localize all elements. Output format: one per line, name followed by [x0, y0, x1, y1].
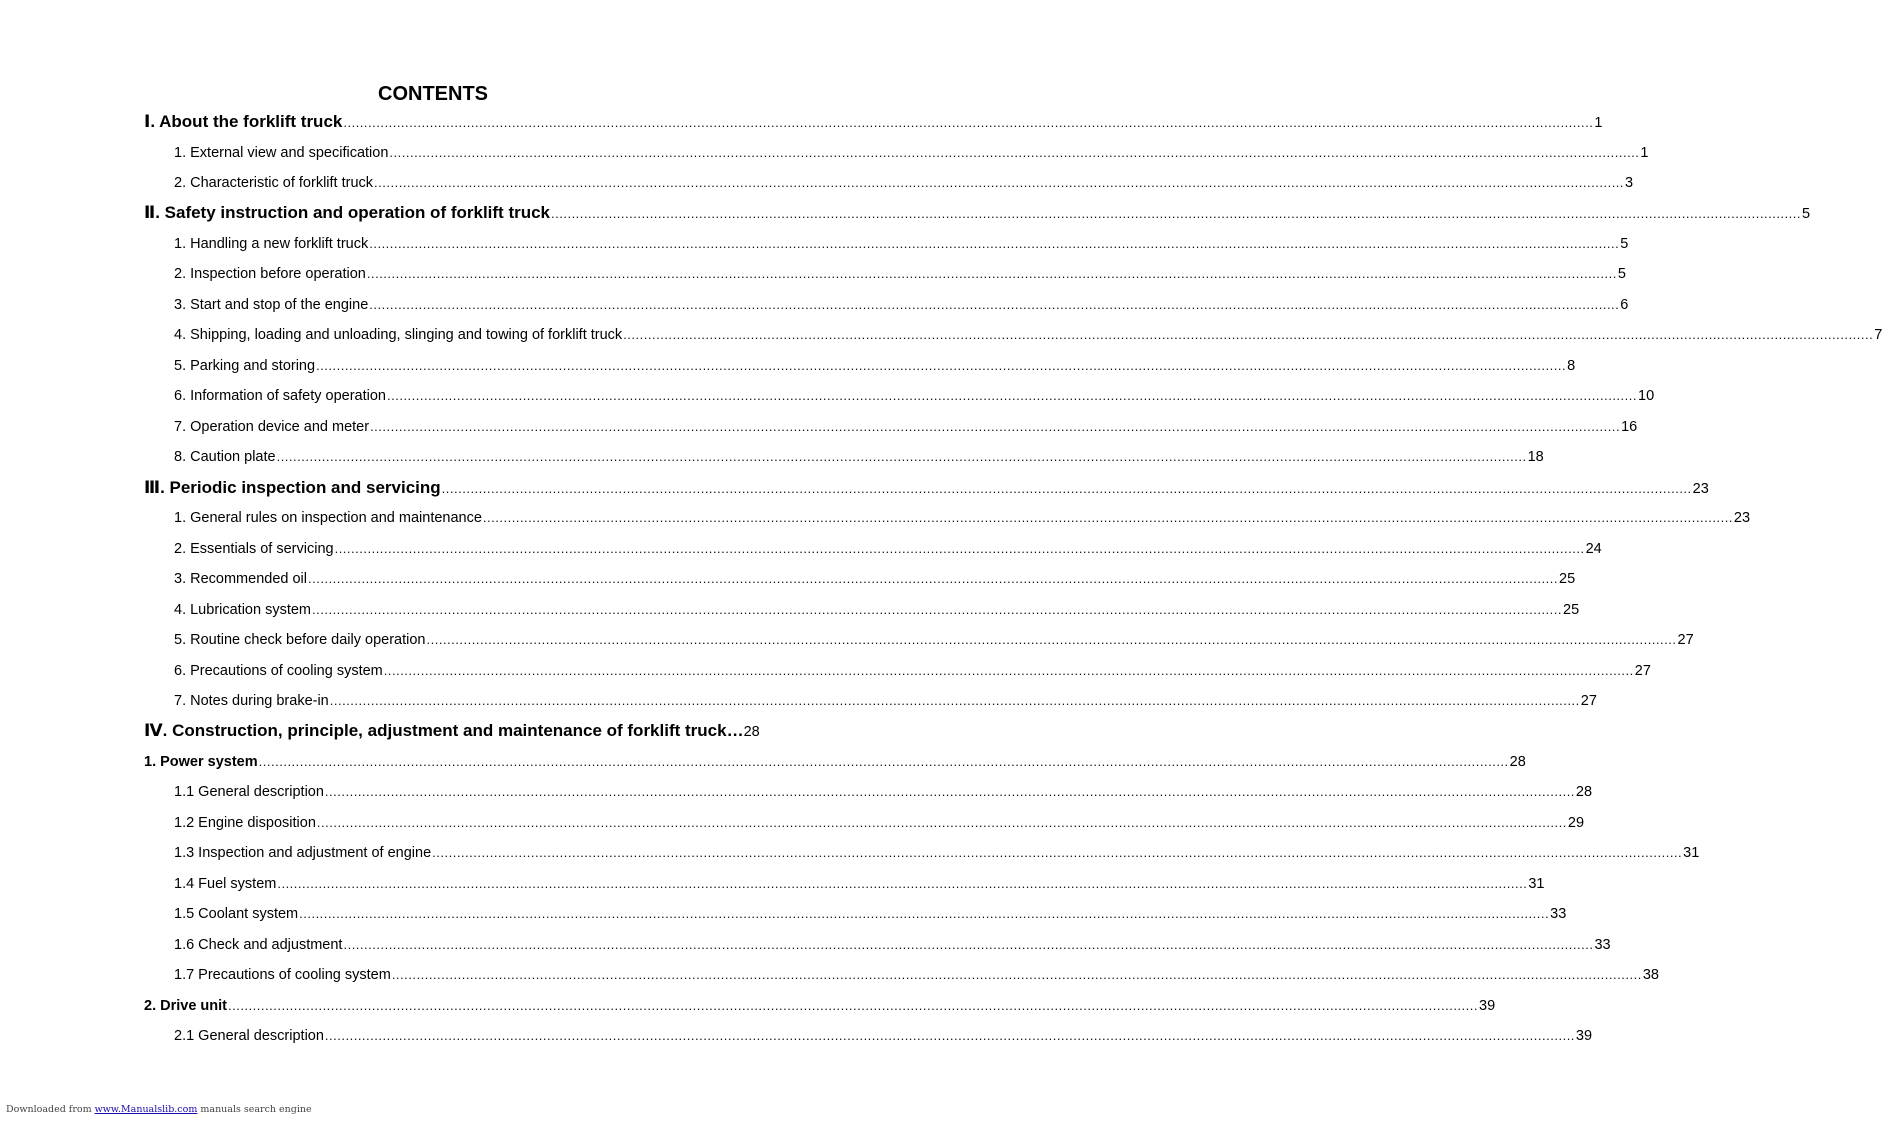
dot-leader [312, 600, 1562, 620]
dot-leader [367, 264, 1617, 284]
dot-leader [369, 234, 1619, 254]
dot-leader [374, 173, 1624, 193]
toc-entry-label: 1.1 General description [174, 784, 324, 800]
dot-leader [442, 479, 1692, 499]
toc-entry-label: 5. Routine check before daily operation [174, 632, 426, 648]
dot-leader [308, 569, 1558, 589]
toc-entry[interactable] [174, 234, 1629, 254]
toc-entry-page: 27 [1580, 693, 1597, 709]
dot-leader [387, 386, 1637, 406]
toc-entry-page: 31 [1683, 845, 1700, 861]
toc-entry[interactable] [174, 661, 1651, 681]
toc-entry[interactable] [174, 691, 1597, 711]
toc-entry-page: 1 [1594, 115, 1603, 131]
toc-entry-page: 10 [1638, 388, 1655, 404]
toc-entry-page: 25 [1563, 602, 1580, 618]
dot-leader [427, 630, 1677, 650]
toc-entry-label: 1.4 Fuel system [174, 876, 277, 892]
toc-entry[interactable] [174, 173, 1634, 193]
toc-entry-label: 6. Precautions of cooling system [174, 663, 383, 679]
toc-entry-label: 5. Parking and storing [174, 358, 316, 374]
toc-entry-page: 6 [1620, 297, 1629, 313]
toc-entry-label: 6. Information of safety operation [174, 388, 386, 404]
toc-entry-label: 7. Operation device and meter [174, 419, 370, 435]
dot-leader [335, 539, 1585, 559]
toc-entry-page: 5 [1620, 236, 1629, 252]
toc-entry[interactable] [174, 539, 1602, 559]
toc-entry-label: 3. Start and stop of the engine [174, 297, 369, 313]
toc-entry-page: 28 [743, 724, 760, 740]
dot-leader [483, 508, 1733, 528]
toc-entry[interactable] [144, 478, 1709, 499]
toc-entry[interactable] [174, 600, 1580, 620]
dot-leader [325, 782, 1575, 802]
dot-leader [259, 752, 1509, 772]
toc-entry-label: 4. Shipping, loading and unloading, slinging and towing of forklift truck [174, 327, 623, 343]
toc-entry-label: 4. Lubrication system [174, 602, 312, 618]
toc-entry-page: 28 [1575, 784, 1593, 800]
dot-leader [392, 965, 1642, 985]
toc-entry-label: 2. Essentials of servicing [174, 541, 334, 557]
dot-leader [389, 143, 1639, 163]
toc-entry-page: 33 [1594, 937, 1611, 953]
toc-entry-page: 27 [1634, 663, 1651, 679]
dot-leader [228, 996, 1478, 1016]
toc-entry-label: 7. Notes during brake-in [174, 693, 329, 709]
toc-entry[interactable] [144, 752, 1526, 772]
toc-entry-label: 1.2 Engine disposition [174, 815, 316, 831]
toc-entry[interactable] [174, 447, 1544, 467]
toc-entry-page: 31 [1528, 876, 1545, 892]
toc-entry[interactable] [174, 264, 1626, 284]
toc-entry-page: 39 [1479, 998, 1496, 1014]
toc-entry[interactable] [174, 1026, 1593, 1046]
toc-entry-label: 1.3 Inspection and adjustment of engine [174, 845, 432, 861]
toc-entry-label: 2. Inspection before operation [174, 266, 366, 282]
toc-entry-label: 1. External view and specification [174, 145, 389, 161]
footer-prefix: Downloaded from [6, 1104, 92, 1115]
toc-entry-page: 33 [1550, 906, 1567, 922]
toc-entry[interactable] [174, 143, 1649, 163]
toc-entry-page: 38 [1642, 967, 1659, 983]
toc-entry-label: 1. General rules on inspection and maintenance [174, 510, 482, 526]
dot-leader [432, 843, 1682, 863]
toc-entry[interactable] [144, 112, 1603, 133]
toc-entry[interactable] [174, 874, 1545, 894]
toc-entry-label: 1.6 Check and adjustment [174, 937, 343, 953]
dot-leader [623, 325, 1873, 345]
toc-entry-label: 8. Caution plate [174, 449, 276, 465]
toc-entry-page: 27 [1677, 632, 1694, 648]
toc-entry[interactable] [174, 356, 1576, 376]
toc-entry-page: 25 [1559, 571, 1576, 587]
dot-leader [277, 874, 1527, 894]
toc-entry-label: 1. Handling a new forklift truck [174, 236, 369, 252]
dot-leader [277, 447, 1527, 467]
dot-leader [317, 813, 1567, 833]
toc-entry-page: 3 [1625, 175, 1634, 191]
toc-entry-page: 7 [1874, 327, 1882, 343]
dot-leader [299, 904, 1549, 924]
toc-entry[interactable] [174, 782, 1593, 802]
toc-entry[interactable] [174, 843, 1700, 863]
toc-entry-label: 3. Recommended oil [174, 571, 307, 587]
toc-entry[interactable] [174, 630, 1694, 650]
toc-entry-page: 29 [1567, 815, 1585, 831]
toc-entry[interactable] [174, 935, 1611, 955]
toc-entry-label: Ⅲ. Periodic inspection and servicing [144, 478, 441, 497]
toc-entry[interactable] [144, 203, 1811, 224]
dot-leader [330, 691, 1580, 711]
toc-entry[interactable] [144, 996, 1496, 1016]
toc-entry-label: Ⅱ. Safety instruction and operation of forklift truck [144, 203, 551, 222]
dot-leader [343, 113, 1593, 133]
toc-entry[interactable] [174, 295, 1629, 315]
dot-leader [370, 417, 1620, 437]
toc-entry-label: 1.7 Precautions of cooling system [174, 967, 391, 983]
dot-leader [369, 295, 1619, 315]
toc-entry[interactable] [174, 508, 1751, 528]
toc-entry-page: 5 [1617, 266, 1626, 282]
toc-entry-page: 8 [1567, 358, 1576, 374]
toc-entry[interactable] [174, 965, 1659, 985]
toc-entry-label: 1.5 Coolant system [174, 906, 299, 922]
toc-entry[interactable] [174, 325, 1882, 345]
manualslib-link[interactable]: www.Manualslib.com [94, 1104, 198, 1115]
toc-entry-label: 2.1 General description [174, 1028, 324, 1044]
toc-entry-page: 18 [1527, 449, 1544, 465]
dot-leader [316, 356, 1566, 376]
dot-leader [343, 935, 1593, 955]
toc-entry-page: 5 [1802, 206, 1811, 222]
dot-leader [551, 204, 1801, 224]
toc-entry[interactable] [144, 721, 760, 742]
toc-entry[interactable] [174, 386, 1655, 406]
toc-entry[interactable] [174, 813, 1585, 833]
toc-entry-page: 39 [1575, 1028, 1593, 1044]
toc-entry-page: 23 [1733, 510, 1751, 526]
toc-entry[interactable] [174, 904, 1567, 924]
toc-entry-page: 28 [1509, 754, 1526, 770]
toc-entry-label: Ⅰ. About the forklift truck [144, 112, 343, 131]
download-footer [6, 1104, 312, 1115]
toc-entry-label: 2. Characteristic of forklift truck [174, 175, 374, 191]
toc-entry-label: 2. Drive unit [144, 998, 227, 1014]
toc-entry-label: Ⅳ. Construction, principle, adjustment and maintenance of forklift truck… [144, 721, 744, 740]
toc-entry-page: 23 [1692, 481, 1709, 497]
toc-entry-page: 16 [1621, 419, 1638, 435]
toc-entry[interactable] [174, 569, 1576, 589]
dot-leader [384, 661, 1634, 681]
page-title: CONTENTS [378, 83, 488, 105]
toc-entry-page: 1 [1640, 145, 1649, 161]
toc-entry-page: 24 [1585, 541, 1602, 557]
toc-entry-label: 1. Power system [144, 754, 258, 770]
footer-suffix: manuals search engine [200, 1104, 312, 1115]
dot-leader [325, 1026, 1575, 1046]
toc-entry[interactable] [174, 417, 1638, 437]
